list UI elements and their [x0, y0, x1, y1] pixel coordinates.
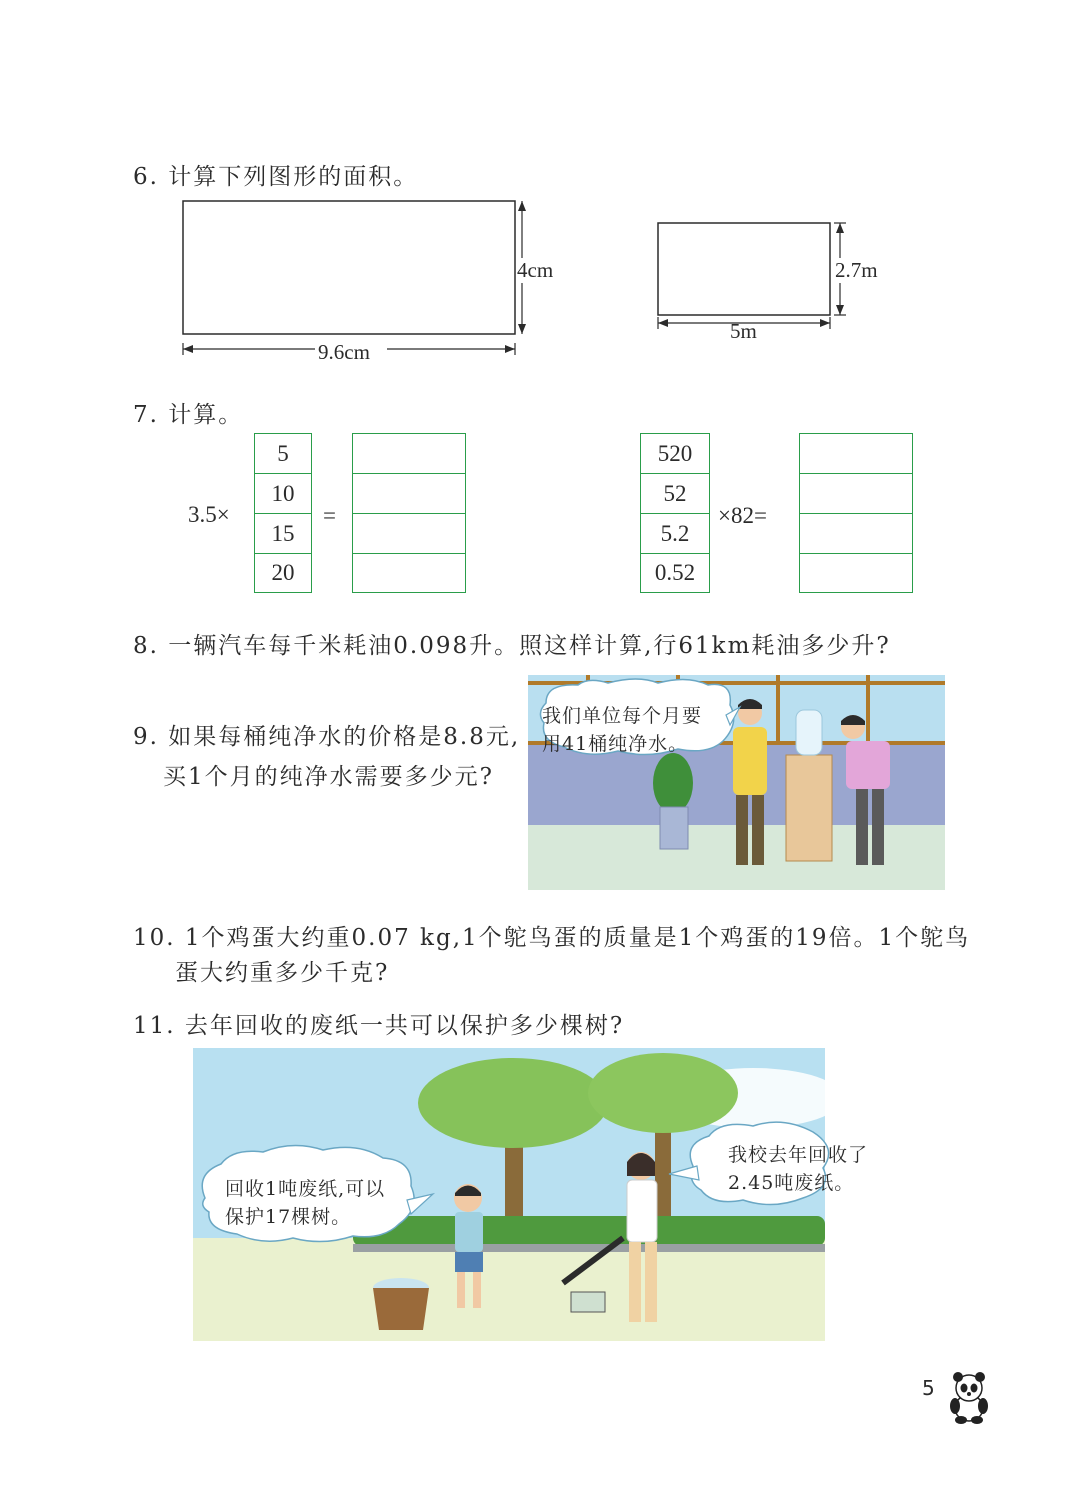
rectangle-1-width-label: 9.6cm: [318, 340, 370, 364]
panda-icon: [944, 1372, 994, 1424]
q7-left-value-cell: 20: [254, 553, 312, 593]
answer-box[interactable]: [352, 473, 466, 514]
q7-right-answer-column: [799, 433, 913, 593]
answer-box[interactable]: [799, 433, 913, 474]
question-6-title: 6. 计算下列图形的面积。: [133, 164, 419, 190]
woman-speech-line-2: 2.45吨废纸。: [728, 1172, 855, 1194]
office-speech-line-2: 用41桶纯净水。: [542, 733, 689, 755]
question-9-line-2: 买1个月的纯净水需要多少元?: [163, 764, 494, 790]
rectangle-2-width-label: 5m: [730, 319, 757, 343]
answer-box[interactable]: [799, 473, 913, 514]
question-8-text: 8. 一辆汽车每千米耗油0.098升。照这样计算,行61km耗油多少升?: [133, 633, 891, 659]
answer-box[interactable]: [352, 553, 466, 593]
q7-right-input-column: [640, 433, 710, 593]
rectangle-1-height-label: 4cm: [517, 258, 554, 282]
rectangle-1-shape: [175, 195, 575, 370]
q7-left-multiplier: 3.5×: [188, 502, 230, 527]
q7-left-equals: =: [323, 503, 336, 528]
page-number: 5: [922, 1376, 935, 1400]
q7-right-value-cell: 520: [640, 433, 710, 474]
q7-left-value-cell: 5: [254, 433, 312, 474]
question-9-line-1: 9. 如果每桶纯净水的价格是8.8元,: [133, 724, 521, 750]
answer-box[interactable]: [799, 553, 913, 593]
rectangle-2-figure: [650, 215, 910, 345]
q7-left-answer-column: [352, 433, 466, 593]
q7-right-multiplier: ×82=: [718, 503, 767, 528]
question-10-line-2: 蛋大约重多少千克?: [175, 960, 390, 986]
q7-right-value-cell: 0.52: [640, 553, 710, 593]
woman-speech-line-1: 我校去年回收了: [728, 1144, 869, 1166]
q7-left-input-column: [254, 433, 312, 593]
answer-box[interactable]: [352, 513, 466, 554]
boy-speech-line-1: 回收1吨废纸,可以: [225, 1178, 386, 1200]
q7-right-value-cell: 5.2: [640, 513, 710, 554]
water-office-illustration: [528, 675, 945, 890]
answer-box[interactable]: [799, 513, 913, 554]
q7-right-value-cell: 52: [640, 473, 710, 514]
recycling-illustration: [193, 1048, 869, 1341]
question-7-title: 7. 计算。: [133, 402, 244, 428]
question-11-title: 11. 去年回收的废纸一共可以保护多少棵树?: [133, 1013, 625, 1039]
rectangle-1-figure: [175, 195, 575, 370]
boy-speech-line-2: 保护17棵树。: [225, 1206, 352, 1228]
q7-left-value-cell: 10: [254, 473, 312, 514]
answer-box[interactable]: [352, 433, 466, 474]
question-10-line-1: 10. 1个鸡蛋大约重0.07 kg,1个鸵鸟蛋的质量是1个鸡蛋的19倍。1个鸵鸟: [133, 925, 971, 951]
q7-left-value-cell: 15: [254, 513, 312, 554]
office-speech-line-1: 我们单位每个月要: [542, 705, 703, 727]
rectangle-2-height-label: 2.7m: [835, 258, 878, 282]
